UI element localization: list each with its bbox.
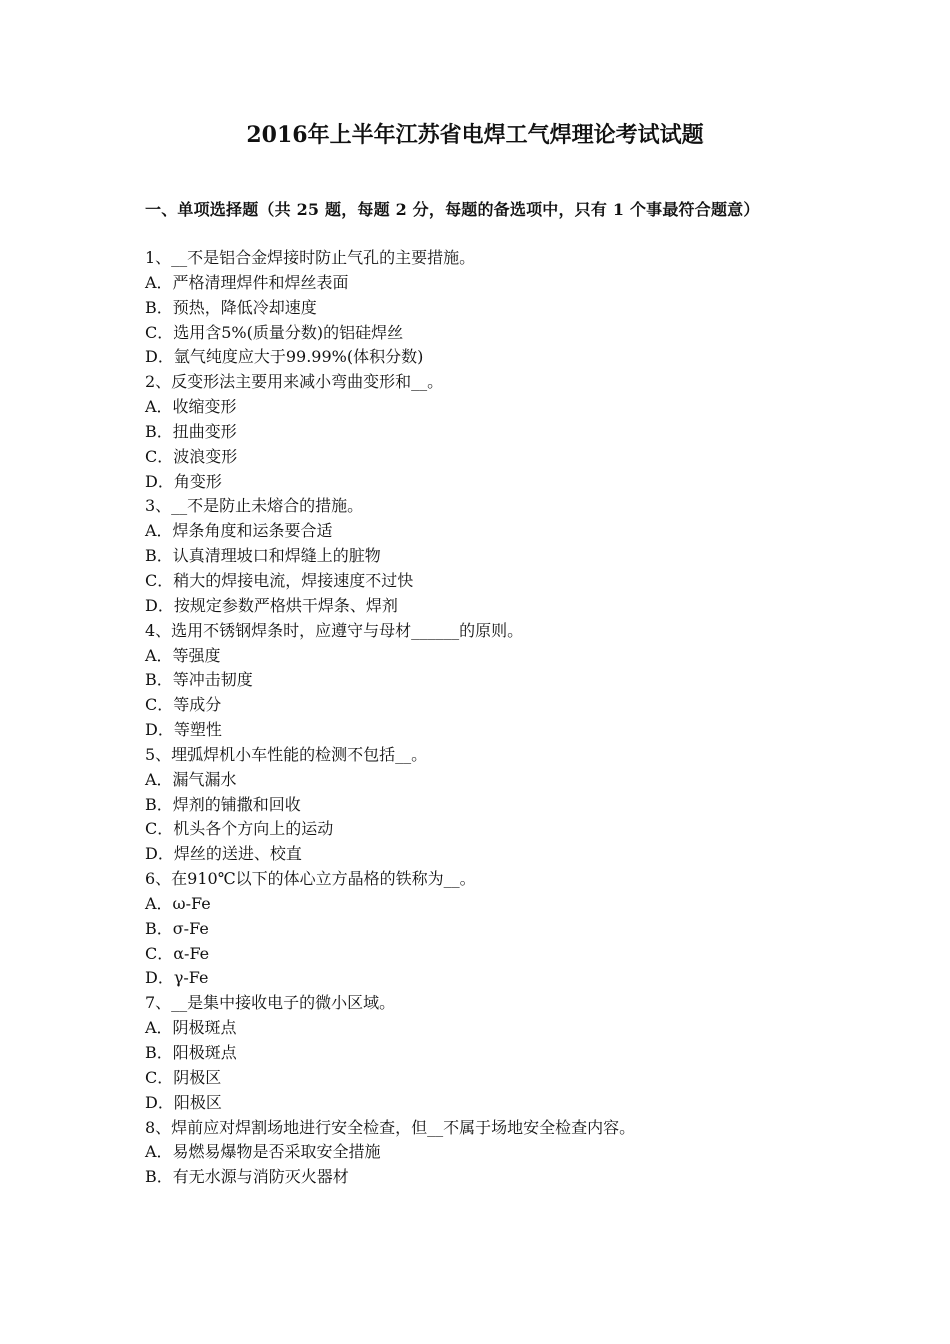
- answer-option: A．漏气漏水: [145, 769, 237, 789]
- answer-option: D．等塑性: [145, 720, 222, 740]
- answer-option: C．机头各个方向上的运动: [145, 819, 334, 839]
- answer-option: C．等成分: [145, 695, 222, 715]
- question-stem: 7、__是集中接收电子的微小区域。: [145, 993, 396, 1013]
- question-stem: 1、__不是铝合金焊接时防止气孔的主要措施。: [145, 248, 476, 267]
- answer-option: A．ω-Fe: [145, 893, 211, 913]
- answer-option: C．α-Fe: [145, 943, 210, 963]
- section-heading: 一、单项选择题（共 25 题，每题 2 分，每题的备选项中，只有 1 个事最符合题意）: [145, 200, 760, 219]
- answer-option: A．焊条角度和运条要合适: [145, 521, 333, 541]
- answer-option: D．按规定参数严格烘干焊条、焊剂: [145, 595, 398, 615]
- answer-option: A．严格清理焊件和焊丝表面: [145, 272, 349, 292]
- answer-option: B．认真清理坡口和焊缝上的脏物: [145, 546, 381, 566]
- answer-option: D．角变形: [145, 471, 222, 491]
- document-title: 2016年上半年江苏省电焊工气焊理论考试试题: [246, 122, 704, 148]
- answer-option: B．σ-Fe: [145, 918, 209, 938]
- question-stem: 4、选用不锈钢焊条时，应遵守与母材______的原则。: [145, 620, 524, 640]
- question-list: [145, 246, 810, 1190]
- answer-option: C．稍大的焊接电流，焊接速度不过快: [145, 570, 414, 590]
- answer-option: A．阴极斑点: [145, 1018, 237, 1038]
- answer-option: D．γ-Fe: [145, 968, 209, 988]
- answer-option: A．易燃易爆物是否采取安全措施: [145, 1142, 381, 1162]
- answer-option: C．选用含5%(质量分数)的铝硅焊丝: [145, 322, 404, 342]
- answer-option: A．收缩变形: [145, 397, 237, 417]
- answer-option: B．有无水源与消防灭火器材: [145, 1167, 349, 1187]
- question-stem: 8、焊前应对焊割场地进行安全检查，但__不属于场地安全检查内容。: [145, 1117, 636, 1137]
- answer-option: D．焊丝的送进、校直: [145, 844, 302, 864]
- question-stem: 6、在910℃以下的体心立方晶格的铁称为__。: [145, 869, 476, 889]
- answer-option: D．阳极区: [145, 1092, 222, 1112]
- answer-option: D．氩气纯度应大于99.99%(体积分数): [145, 347, 424, 367]
- answer-option: C．波浪变形: [145, 446, 238, 466]
- question-stem: 3、__不是防止未熔合的措施。: [145, 496, 364, 516]
- answer-option: B．焊剂的铺撒和回收: [145, 794, 301, 814]
- question-stem: 5、埋弧焊机小车性能的检测不包括__。: [145, 744, 428, 764]
- answer-option: B．阳极斑点: [145, 1043, 237, 1062]
- answer-option: A．等强度: [145, 645, 221, 665]
- answer-option: C．阴极区: [145, 1067, 222, 1087]
- answer-option: B．等冲击韧度: [145, 670, 253, 690]
- answer-option: B．扭曲变形: [145, 421, 237, 441]
- answer-option: B．预热，降低冷却速度: [145, 297, 317, 317]
- question-stem: 2、反变形法主要用来减小弯曲变形和__。: [145, 372, 444, 392]
